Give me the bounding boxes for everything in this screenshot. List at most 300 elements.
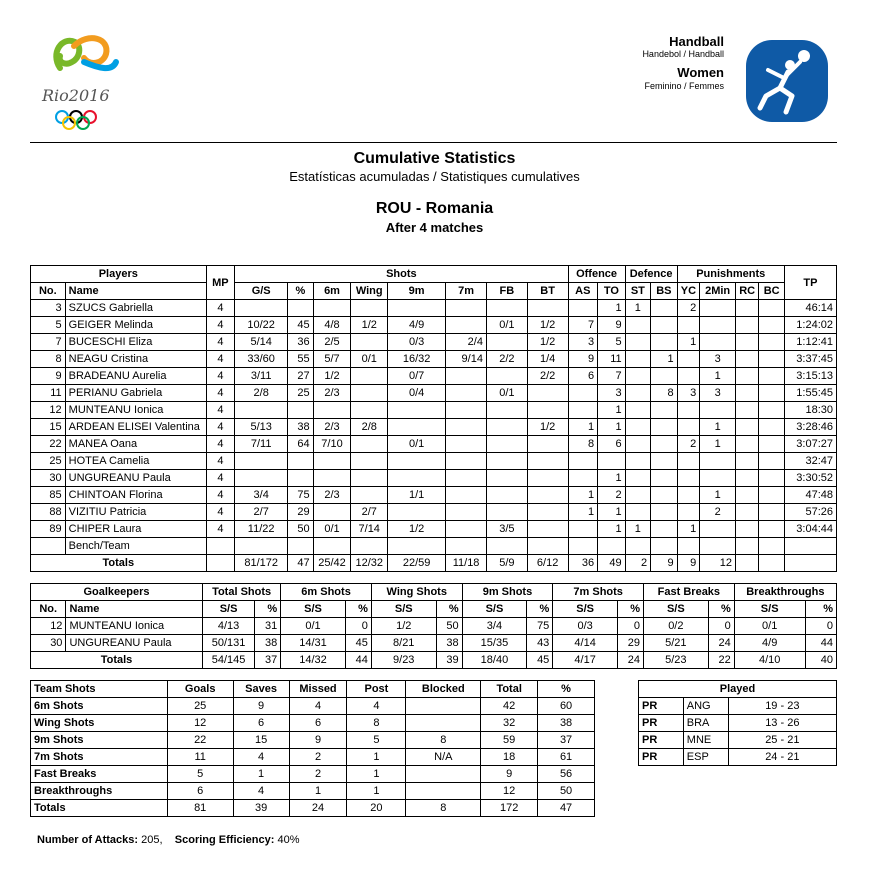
col-rc: RC (735, 283, 758, 300)
player-stat (568, 300, 598, 317)
player-stat (677, 470, 700, 487)
player-stat: 3:30:52 (784, 470, 836, 487)
shot-stat: 11 (167, 749, 233, 766)
player-name: MUNTEANU Ionica (65, 402, 206, 419)
bench-cell (735, 538, 758, 555)
player-name: UNGUREANU Paula (65, 470, 206, 487)
player-name: GEIGER Melinda (65, 317, 206, 334)
bench-cell (351, 538, 388, 555)
shot-stat: 4 (233, 783, 289, 800)
shot-stat: 1 (233, 766, 289, 783)
bench-cell (598, 538, 626, 555)
player-stat: 64 (288, 436, 313, 453)
player-stat (759, 419, 784, 436)
player-stat (651, 368, 678, 385)
player-stat (735, 419, 758, 436)
shot-stat: 24 (289, 800, 347, 817)
player-stat: 0/7 (388, 368, 446, 385)
player-stat (735, 385, 758, 402)
player-stat (351, 487, 388, 504)
player-stat (700, 317, 736, 334)
player-stat (651, 487, 678, 504)
shot-stat: 8 (347, 715, 406, 732)
shot-stat: 172 (481, 800, 538, 817)
col-bc: BC (759, 283, 784, 300)
player-stat (759, 300, 784, 317)
goalkeeper-stat: 75 (527, 618, 553, 635)
goalkeeper-row (31, 635, 837, 652)
goalkeeper-stat: 0/1 (734, 618, 805, 635)
player-stat: 88 (31, 504, 66, 521)
player-stat: 11/22 (235, 521, 288, 538)
goalkeeper-stat: 4/13 (203, 618, 255, 635)
player-stat (351, 402, 388, 419)
player-stat: 57:26 (784, 504, 836, 521)
player-stat: 9 (568, 351, 598, 368)
player-stat (677, 453, 700, 470)
player-stat (527, 470, 568, 487)
attacks-value: 205, (141, 834, 163, 846)
player-row (31, 351, 837, 368)
player-stat (235, 470, 288, 487)
player-stat: 4 (206, 368, 235, 385)
goalkeeper-stat: 3/4 (462, 618, 527, 635)
team-shots-row (31, 800, 595, 817)
goalkeeper-stat: 12 (31, 618, 66, 635)
tp-header: TP (784, 266, 836, 300)
gk-col-ss: S/S (371, 601, 436, 618)
player-stat (288, 453, 313, 470)
goalkeeper-stat: 44 (805, 635, 836, 652)
player-stat (735, 317, 758, 334)
player-stat (446, 402, 487, 419)
player-stat (700, 300, 736, 317)
player-stat: 3 (31, 300, 66, 317)
shot-type-label: Wing Shots (31, 715, 168, 732)
player-row (31, 436, 837, 453)
shot-stat: 1 (347, 749, 406, 766)
player-stat: 1/1 (388, 487, 446, 504)
rio2016-logo (40, 28, 130, 138)
player-stat: 10/22 (235, 317, 288, 334)
played-table (638, 680, 837, 766)
player-stat: 1 (625, 300, 650, 317)
gender-subtitle: Feminino / Femmes (644, 81, 724, 91)
gk-total-header: Total Shots (203, 584, 281, 601)
player-stat (651, 453, 678, 470)
col-bs: BS (651, 283, 678, 300)
team-shots-row (31, 715, 595, 732)
gk-col-ss: S/S (203, 601, 255, 618)
punishments-header: Punishments (677, 266, 784, 283)
player-row (31, 334, 837, 351)
page-subtitle: Estatísticas acumuladas / Statistiques cumulatives (289, 169, 580, 184)
goalkeeper-stat: 15/35 (462, 635, 527, 652)
player-stat: 4 (206, 351, 235, 368)
goalkeeper-stat: 29 (617, 635, 643, 652)
player-stat (486, 436, 527, 453)
player-stat: 27 (288, 368, 313, 385)
col-6m: 6m (313, 283, 351, 300)
player-stat: 3:07:27 (784, 436, 836, 453)
player-stat (700, 470, 736, 487)
player-stat (351, 368, 388, 385)
player-stat (759, 487, 784, 504)
player-stat: 4 (206, 436, 235, 453)
player-stat: 4 (206, 470, 235, 487)
player-name: PERIANU Gabriela (65, 385, 206, 402)
attacks-label: Number of Attacks: (37, 834, 139, 846)
player-name: BRADEANU Aurelia (65, 368, 206, 385)
shot-stat: 22 (167, 732, 233, 749)
bench-row (31, 538, 837, 555)
defence-header: Defence (625, 266, 677, 283)
gk-col-ss: S/S (734, 601, 805, 618)
played-score: 13 - 26 (728, 715, 836, 732)
player-stat (486, 504, 527, 521)
player-stat: 2/5 (313, 334, 351, 351)
player-stat (351, 470, 388, 487)
bench-cell (486, 538, 527, 555)
played-opponent: ANG (683, 698, 728, 715)
goalkeeper-stat: 0 (617, 618, 643, 635)
totals-stat: 22/59 (388, 555, 446, 572)
bench-cell (700, 538, 736, 555)
player-stat: 1/4 (527, 351, 568, 368)
player-row (31, 385, 837, 402)
player-stat (759, 368, 784, 385)
player-stat: 1 (598, 402, 626, 419)
player-stat (735, 402, 758, 419)
player-stat (759, 504, 784, 521)
player-stat (735, 300, 758, 317)
bench-cell (677, 538, 700, 555)
gk-col-ss: S/S (281, 601, 346, 618)
goalkeeper-name: UNGUREANU Paula (66, 635, 203, 652)
player-stat (677, 419, 700, 436)
totals-stat (759, 555, 784, 572)
goalkeeper-stat: 0/2 (644, 618, 709, 635)
shot-stat: 12 (167, 715, 233, 732)
attacks-summary (37, 834, 300, 846)
player-stat (735, 504, 758, 521)
shot-stat: 2 (289, 749, 347, 766)
col-fb: FB (486, 283, 527, 300)
player-stat: 29 (288, 504, 313, 521)
shot-stat: 4 (289, 698, 347, 715)
col-bt: BT (527, 283, 568, 300)
player-stat: 1 (625, 521, 650, 538)
played-row (639, 715, 837, 732)
player-row (31, 419, 837, 436)
shot-stat: 1 (347, 766, 406, 783)
shot-stat: 47 (538, 800, 595, 817)
played-phase: PR (639, 732, 684, 749)
totals-stat: 81/172 (235, 555, 288, 572)
shot-stat: 50 (538, 783, 595, 800)
gk-totals-label: Totals (31, 652, 203, 669)
player-stat: 7 (598, 368, 626, 385)
player-stat (351, 436, 388, 453)
shot-stat: 81 (167, 800, 233, 817)
goalkeeper-stat: 0/1 (281, 618, 346, 635)
player-stat: 4 (206, 521, 235, 538)
player-stat: 1 (568, 419, 598, 436)
team-shots-row (31, 783, 595, 800)
bench-cell (651, 538, 678, 555)
player-stat: 1 (677, 334, 700, 351)
totals-stat: 12/32 (351, 555, 388, 572)
shot-stat: 1 (347, 783, 406, 800)
player-stat (677, 368, 700, 385)
player-stat (486, 368, 527, 385)
shot-stat (406, 783, 481, 800)
player-stat (313, 402, 351, 419)
goalkeeper-row (31, 618, 837, 635)
efficiency-label: Scoring Efficiency: (174, 834, 275, 846)
player-stat: 47:48 (784, 487, 836, 504)
player-stat (568, 453, 598, 470)
shot-stat: 5 (167, 766, 233, 783)
shot-stat: 4 (347, 698, 406, 715)
player-stat (625, 317, 650, 334)
player-stat: 0/1 (388, 436, 446, 453)
player-stat: 1 (700, 419, 736, 436)
player-row (31, 300, 837, 317)
player-stat (677, 402, 700, 419)
player-stat (568, 521, 598, 538)
player-name: MANEA Oana (65, 436, 206, 453)
player-stat: 1:24:02 (784, 317, 836, 334)
handball-pictogram-icon (746, 40, 828, 122)
player-stat: 1 (700, 436, 736, 453)
player-stat (388, 402, 446, 419)
player-stat (625, 351, 650, 368)
shots-header: Shots (235, 266, 568, 283)
player-stat (700, 402, 736, 419)
player-row (31, 504, 837, 521)
gk-totals-stat: 9/23 (371, 652, 436, 669)
player-stat: 0/1 (351, 351, 388, 368)
player-stat (446, 470, 487, 487)
goalkeeper-stat: 31 (255, 618, 281, 635)
team-shots-row (31, 698, 595, 715)
goalkeeper-stat: 14/31 (281, 635, 346, 652)
player-stat (759, 453, 784, 470)
player-stat: 1 (598, 300, 626, 317)
player-stat (527, 453, 568, 470)
gk-totals-row (31, 652, 837, 669)
totals-stat (735, 555, 758, 572)
played-row (639, 732, 837, 749)
goalkeeper-stat: 24 (708, 635, 734, 652)
gk-7m-header: 7m Shots (553, 584, 644, 601)
player-stat (527, 521, 568, 538)
team-shots-row (31, 749, 595, 766)
player-stat (735, 453, 758, 470)
player-stat (446, 521, 487, 538)
team-shots-header: Post (347, 681, 406, 698)
gk-totals-stat: 5/23 (644, 652, 709, 669)
page-title: Cumulative Statistics (353, 150, 516, 167)
player-stat: 75 (288, 487, 313, 504)
player-stat: 16/32 (388, 351, 446, 368)
player-stat (700, 334, 736, 351)
col-to: TO (598, 283, 626, 300)
bench-cell (235, 538, 288, 555)
player-stat: 50 (288, 521, 313, 538)
player-stat: 25 (31, 453, 66, 470)
team-shots-header: % (538, 681, 595, 698)
player-stat: 36 (288, 334, 313, 351)
player-stat: 5/14 (235, 334, 288, 351)
team-shots-header: Team Shots (31, 681, 168, 698)
shot-stat: 25 (167, 698, 233, 715)
totals-label: Totals (31, 555, 207, 572)
gk-totals-stat: 37 (255, 652, 281, 669)
player-stat: 8 (31, 351, 66, 368)
player-stat (288, 300, 313, 317)
player-stat: 4 (206, 385, 235, 402)
totals-stat: 5/9 (486, 555, 527, 572)
player-stat (759, 470, 784, 487)
player-stat (625, 453, 650, 470)
player-name: HOTEA Camelia (65, 453, 206, 470)
player-stat (651, 317, 678, 334)
player-stat: 1/2 (388, 521, 446, 538)
gk-bt-header: Breakthroughs (734, 584, 836, 601)
player-stat (677, 504, 700, 521)
team-shots-header: Blocked (406, 681, 481, 698)
player-stat (446, 487, 487, 504)
player-stat (446, 436, 487, 453)
offence-header: Offence (568, 266, 625, 283)
player-stat: 5/7 (313, 351, 351, 368)
player-stat: 2 (677, 300, 700, 317)
player-stat: 4 (206, 334, 235, 351)
player-stat: 7/14 (351, 521, 388, 538)
player-row (31, 487, 837, 504)
shot-stat: 8 (406, 732, 481, 749)
player-stat (486, 419, 527, 436)
player-stat (446, 317, 487, 334)
player-stat: 0/4 (388, 385, 446, 402)
goalkeeper-stat: 0 (708, 618, 734, 635)
player-stat (735, 436, 758, 453)
team-shots-row (31, 766, 595, 783)
totals-stat: 47 (288, 555, 313, 572)
player-stat: 3 (700, 385, 736, 402)
player-stat: 3 (677, 385, 700, 402)
player-stat (288, 402, 313, 419)
player-stat (625, 334, 650, 351)
player-name: SZUCS Gabriella (65, 300, 206, 317)
goalkeeper-stat: 38 (255, 635, 281, 652)
player-stat (527, 504, 568, 521)
player-stat (351, 334, 388, 351)
player-stat (313, 470, 351, 487)
player-stat: 45 (288, 317, 313, 334)
player-stat: 1 (700, 368, 736, 385)
player-stat (388, 504, 446, 521)
player-stat: 11 (31, 385, 66, 402)
player-stat: 1/2 (351, 317, 388, 334)
col-gs: G/S (235, 283, 288, 300)
player-stat (351, 300, 388, 317)
player-stat: 3 (598, 385, 626, 402)
player-stat: 2/2 (486, 351, 527, 368)
totals-stat: 9 (677, 555, 700, 572)
gk-totals-stat: 24 (617, 652, 643, 669)
shot-stat: 12 (481, 783, 538, 800)
shot-stat: 15 (233, 732, 289, 749)
player-stat: 8 (568, 436, 598, 453)
col-yc: YC (677, 283, 700, 300)
totals-row (31, 555, 837, 572)
player-stat: 55 (288, 351, 313, 368)
bench-cell (388, 538, 446, 555)
player-stat (486, 402, 527, 419)
col-st: ST (625, 283, 650, 300)
player-stat (235, 300, 288, 317)
sport-title: Handball (669, 34, 724, 49)
player-stat (735, 368, 758, 385)
player-stat: 9 (31, 368, 66, 385)
shot-stat: 38 (538, 715, 595, 732)
player-stat: 15 (31, 419, 66, 436)
player-stat (651, 334, 678, 351)
player-stat (625, 487, 650, 504)
player-stat: 3:37:45 (784, 351, 836, 368)
player-stat: 1/2 (527, 419, 568, 436)
gk-totals-stat: 40 (805, 652, 836, 669)
totals-stat: 2 (625, 555, 650, 572)
team-shots-header: Missed (289, 681, 347, 698)
player-stat (759, 521, 784, 538)
played-phase: PR (639, 749, 684, 766)
player-stat (486, 300, 527, 317)
player-stat: 85 (31, 487, 66, 504)
player-stat: 2 (598, 487, 626, 504)
mp-header: MP (206, 266, 235, 300)
shot-stat (406, 698, 481, 715)
player-stat: 11 (598, 351, 626, 368)
player-stat: 4 (206, 453, 235, 470)
player-stat (388, 300, 446, 317)
player-stat: 2/7 (351, 504, 388, 521)
played-phase: PR (639, 715, 684, 732)
player-stat (388, 470, 446, 487)
shot-stat: 20 (347, 800, 406, 817)
shot-stat: 56 (538, 766, 595, 783)
bench-cell (446, 538, 487, 555)
player-row (31, 470, 837, 487)
gk-totals-stat: 39 (436, 652, 462, 669)
gk-9m-header: 9m Shots (462, 584, 553, 601)
player-stat: 2/3 (313, 487, 351, 504)
player-stat (527, 436, 568, 453)
player-stat: 22 (31, 436, 66, 453)
player-row (31, 368, 837, 385)
shot-stat (406, 766, 481, 783)
player-stat: 5 (598, 334, 626, 351)
shot-stat: 59 (481, 732, 538, 749)
player-stat (446, 300, 487, 317)
player-stat: 4 (206, 300, 235, 317)
played-score: 24 - 21 (728, 749, 836, 766)
goalkeepers-header: Goalkeepers (31, 584, 203, 601)
goalkeeper-stat: 5/21 (644, 635, 709, 652)
